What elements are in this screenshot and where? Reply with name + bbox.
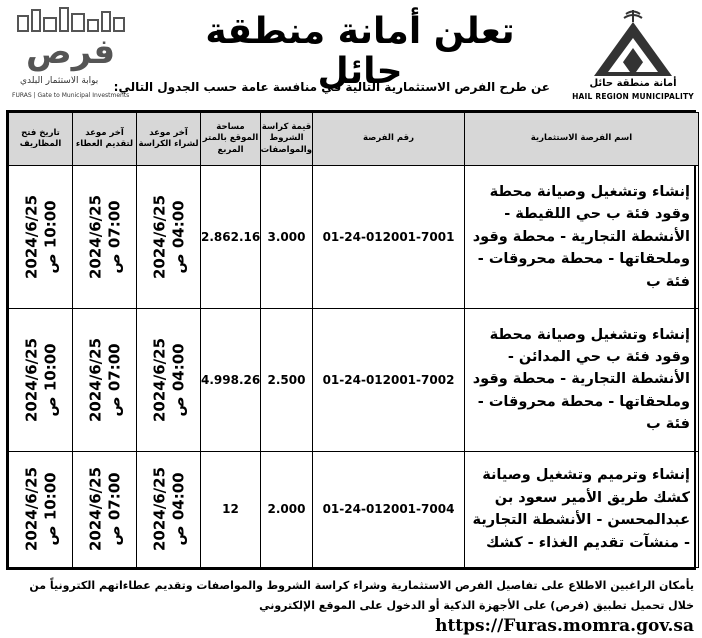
opportunity-number: 01-24-012001-7001 [313, 166, 465, 309]
footer-line-2-text: خلال تحميل تطبيق (فرص) على الأجهزة الذكية أو الدخول على الموقع الإلكتروني [259, 599, 694, 612]
opening-date [9, 451, 73, 567]
bid-deadline [73, 166, 137, 309]
time-text: 10:00 ص [40, 472, 59, 546]
table-row [9, 451, 699, 567]
furas-logo-word: فرص [26, 32, 116, 72]
opportunity-number: 01-24-012001-7002 [313, 308, 465, 451]
date-text: 2024/6/25 [21, 467, 40, 552]
footer-note [10, 576, 694, 638]
booklet-deadline [137, 308, 201, 451]
time-text: 10:00 ص [40, 200, 59, 274]
hail-logo-english-text: HAIL REGION MUNICIPALITY [572, 92, 694, 101]
opportunity-name: إنشاء وتشغيل وصيانة محطة وقود فئة ب حي اللقيطة - الأنشطة التجارية - محطة وقود وملحقاتها - محطة محروقات - فئة ب [465, 166, 699, 309]
opportunities-table [6, 110, 696, 570]
time-text: 04:00 ص [168, 343, 187, 417]
date-text: 2024/6/25 [149, 467, 168, 552]
booklet-deadline [137, 166, 201, 309]
skyline-icon [16, 6, 126, 32]
time-text: 04:00 ص [168, 200, 187, 274]
time-text: 07:00 ص [104, 200, 123, 274]
header-opportunity-number: رقم الفرصة [313, 113, 465, 166]
site-area: 12 [201, 451, 261, 567]
opening-date [9, 308, 73, 451]
hail-municipality-logo [568, 8, 700, 100]
bid-deadline [73, 451, 137, 567]
header-booklet-value: قيمة كراسة الشروط والمواصفات [261, 113, 313, 166]
footer-line-2 [10, 596, 694, 638]
time-text: 07:00 ص [104, 343, 123, 417]
site-area: 4.998.26 [201, 308, 261, 451]
header-opportunity-name: اسم الفرصة الاستثمارية [465, 113, 699, 166]
booklet-value: 2.500 [261, 308, 313, 451]
page-title: تعلن أمانة منطقة حائل [205, 11, 515, 92]
header-opening-date: تاريخ فتح المظاريف [9, 113, 73, 166]
table-header-row [9, 113, 699, 166]
date-text: 2024/6/25 [85, 467, 104, 552]
date-text: 2024/6/25 [85, 194, 104, 279]
opportunity-name: إنشاء وترميم وتشغيل وصيانة كشك طريق الأمير سعود بن عبدالمحسن - الأنشطة التجارية - منشآت تقديم الغذاء - كشك [465, 451, 699, 567]
table-row [9, 308, 699, 451]
page-subtitle: عن طرح الفرص الاستثمارية التالية في منافسة عامة حسب الجدول التالي: [113, 80, 550, 94]
header-site-area: مساحة الموقع بالمتر المربع [201, 113, 261, 166]
date-text: 2024/6/25 [149, 194, 168, 279]
site-area: 2.862.16 [201, 166, 261, 309]
header-bid-deadline: آخر موعد لتقديم العطاء [73, 113, 137, 166]
booklet-value: 2.000 [261, 451, 313, 567]
header-booklet-deadline: آخر موعد لشراء الكراسة [137, 113, 201, 166]
hail-logo-arabic-text: أمانة منطقة حائل [589, 78, 677, 89]
table-row [9, 166, 699, 309]
furas-tagline-english: FURAS | Gate to Municipal Investments [12, 92, 130, 99]
time-text: 10:00 ص [40, 343, 59, 417]
footer-line-1: يأمكان الراغبين الاطلاع على تفاصيل الفرص الاستثمارية وشراء كراسة الشروط والمواصفات وتقديم عطاءاتهم الكترونياً من [29, 579, 694, 592]
bid-deadline [73, 308, 137, 451]
opening-date [9, 166, 73, 309]
date-text: 2024/6/25 [85, 337, 104, 422]
opportunity-name: إنشاء وتشغيل وصيانة محطة وقود فئة ب حي المدائن - الأنشطة التجارية - محطة وقود وملحقاتها - محطة محروقات - فئة ب [465, 308, 699, 451]
palm-swords-triangle-icon [590, 8, 676, 78]
furas-tagline-arabic: بوابة الاستثمار البلدي [20, 76, 99, 86]
date-text: 2024/6/25 [21, 194, 40, 279]
time-text: 07:00 ص [104, 472, 123, 546]
website-link[interactable]: https://Furas.momra.gov.sa [435, 616, 694, 636]
opportunity-number: 01-24-012001-7004 [313, 451, 465, 567]
booklet-value: 3.000 [261, 166, 313, 309]
date-text: 2024/6/25 [21, 337, 40, 422]
time-text: 04:00 ص [168, 472, 187, 546]
date-text: 2024/6/25 [149, 337, 168, 422]
furas-logo [6, 4, 146, 104]
booklet-deadline [137, 451, 201, 567]
